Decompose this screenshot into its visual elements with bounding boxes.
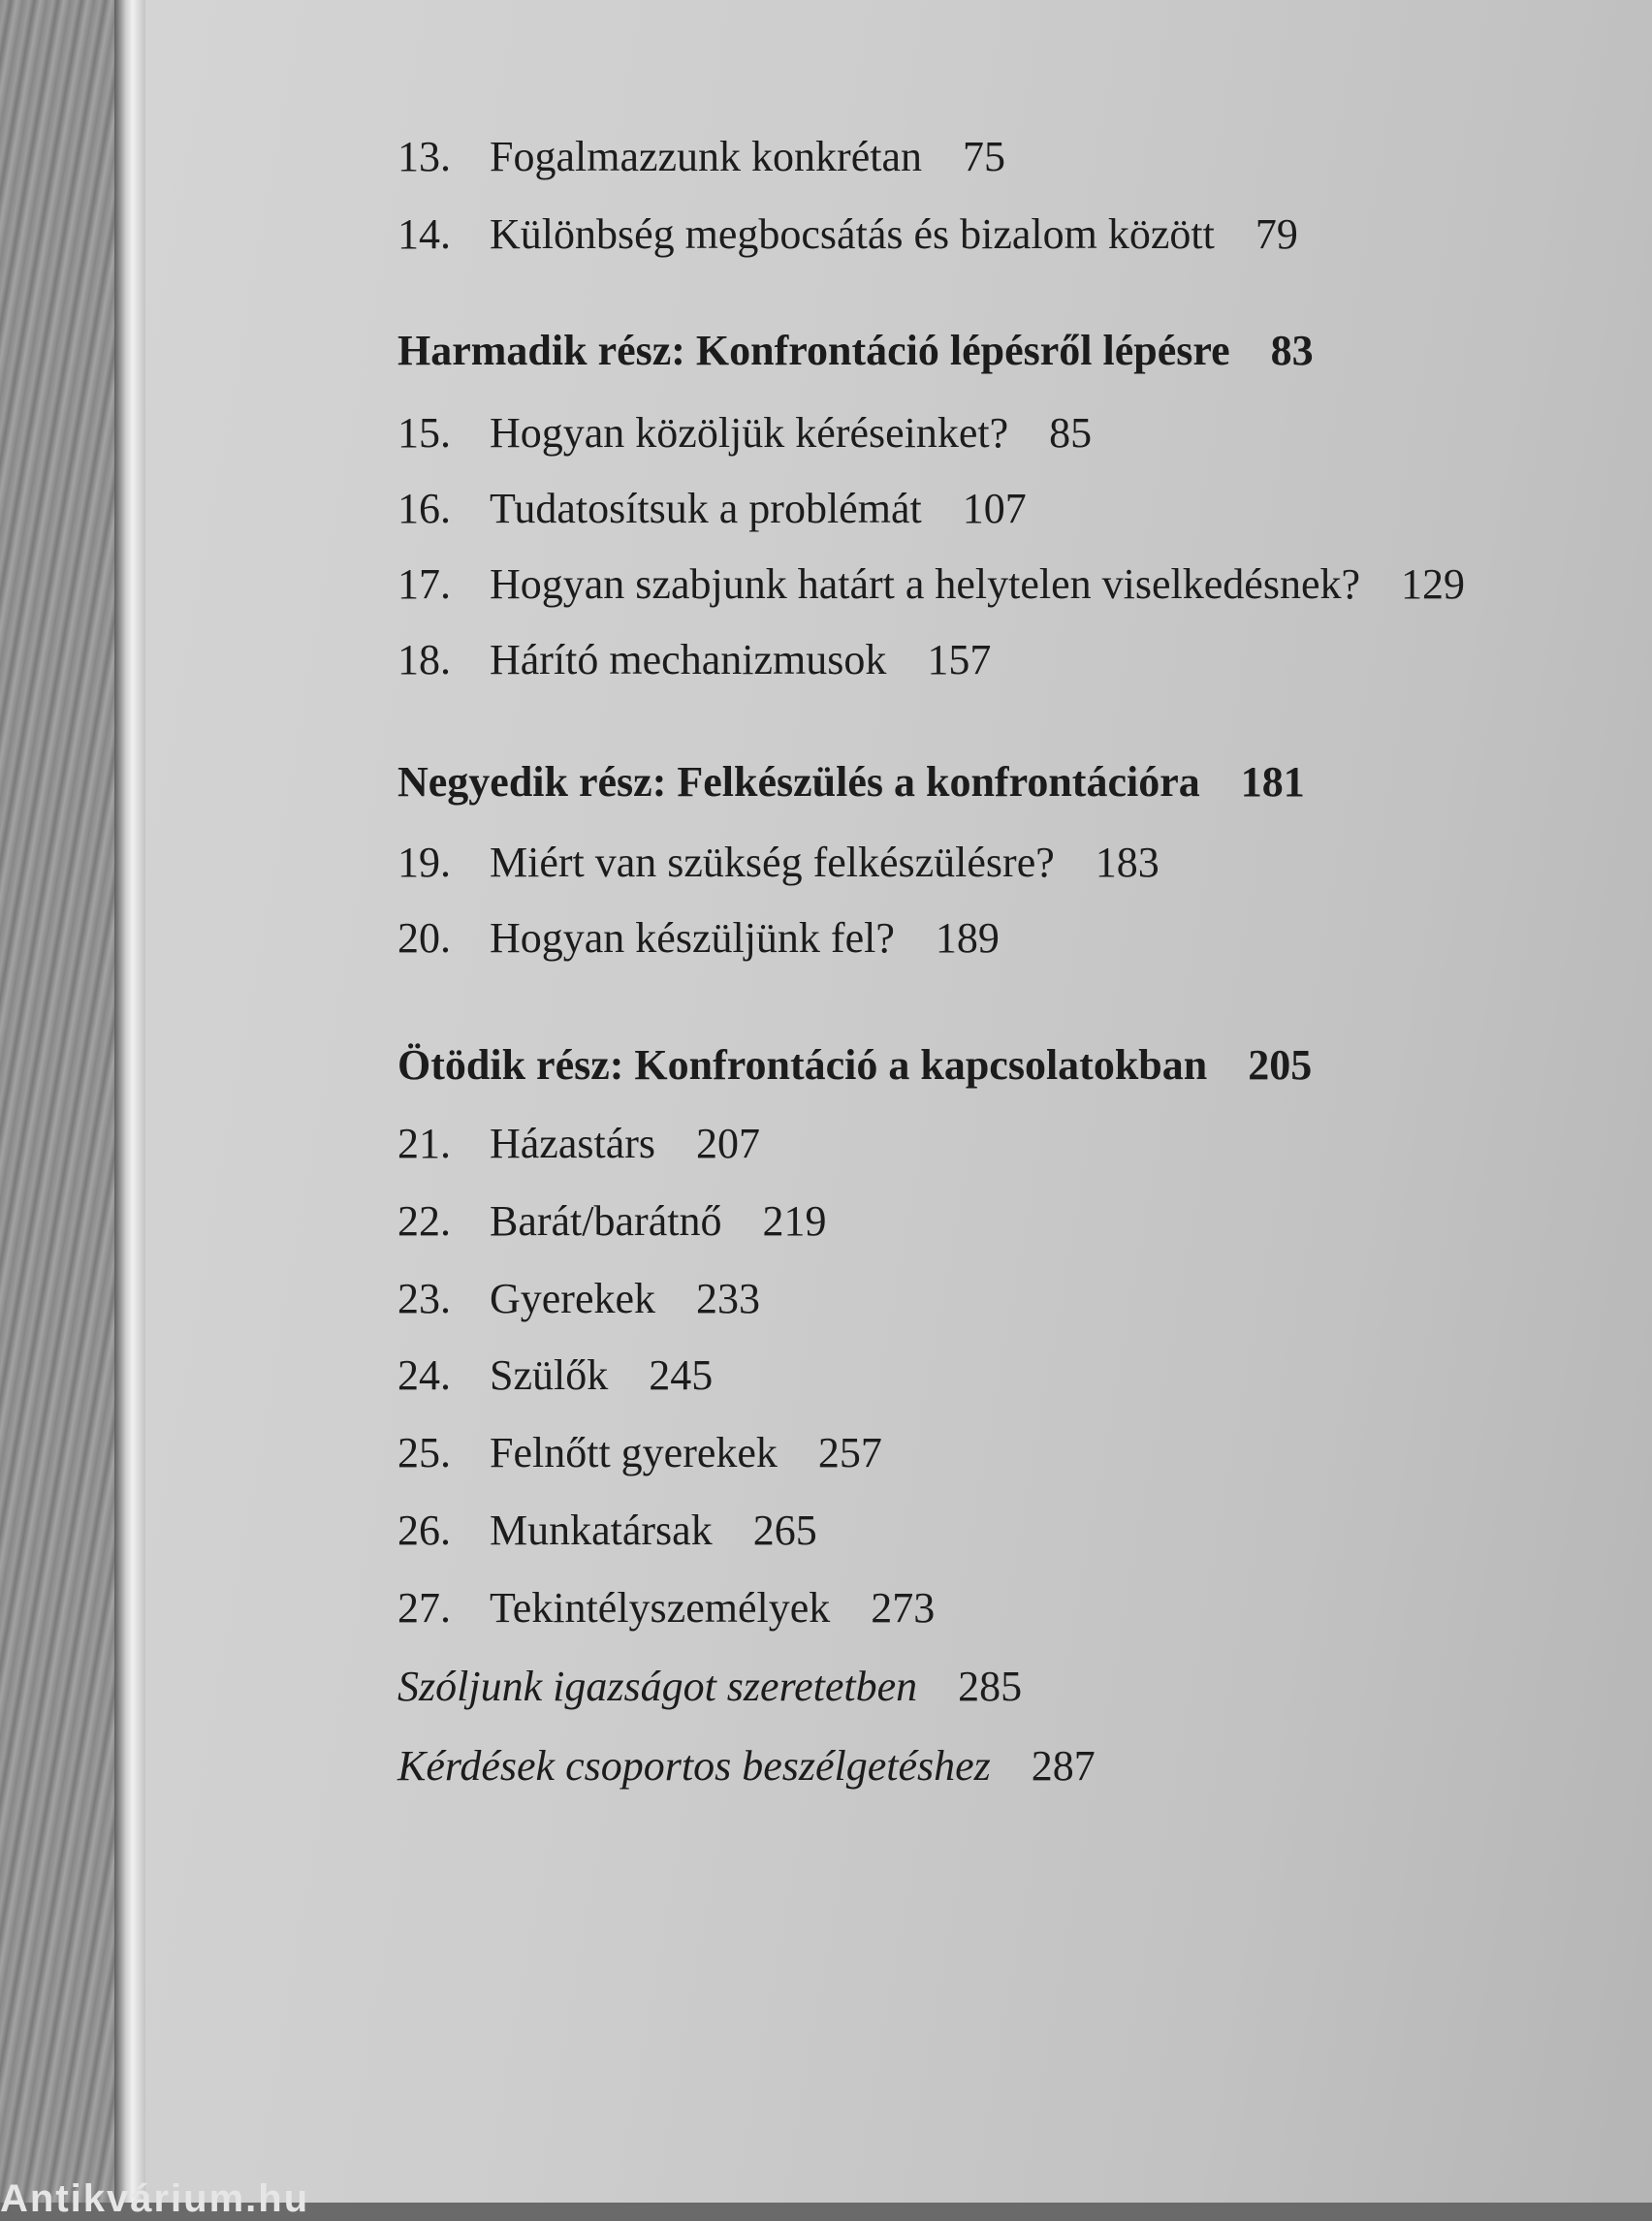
part-page: 205 (1248, 1041, 1313, 1089)
entry-page: 75 (962, 133, 1005, 180)
entry-number: 17. (397, 560, 451, 608)
entry-number: 16. (397, 485, 451, 532)
entry-title: Munkatársak (490, 1507, 713, 1554)
toc-entry (397, 1275, 761, 1322)
entry-page: 233 (696, 1275, 761, 1322)
entry-number: 20. (397, 914, 451, 962)
toc-entry (397, 1197, 827, 1245)
toc-entry (397, 1584, 936, 1632)
entry-title: Házastárs (490, 1120, 656, 1167)
part-heading (397, 327, 1314, 374)
entry-number: 19. (397, 839, 451, 886)
toc-entry (397, 636, 992, 683)
entry-title: Hogyan készüljünk fel? (490, 914, 895, 962)
toc-entry (397, 409, 1093, 457)
entry-number: 27. (397, 1584, 451, 1632)
toc-entry (397, 1429, 882, 1476)
page-edge (114, 0, 147, 2203)
entry-page: 257 (817, 1429, 882, 1476)
entry-title: Hogyan közöljük kéréseinket? (490, 409, 1009, 457)
entry-title: Szülők (490, 1351, 609, 1399)
entry-number: 24. (397, 1351, 451, 1399)
entry-title: Barát/barátnő (490, 1197, 722, 1245)
toc-entry (397, 560, 1466, 608)
closing-entry (397, 1742, 1096, 1790)
book-page (145, 0, 1652, 2203)
part-heading (397, 1041, 1313, 1089)
entry-number: 15. (397, 409, 451, 457)
background-surface (0, 0, 121, 2203)
toc-entry (397, 133, 1005, 180)
toc-entry (397, 841, 1160, 884)
entry-page: 157 (927, 636, 992, 683)
entry-page: 287 (1031, 1742, 1096, 1790)
entry-title: Szóljunk igazságot szeretetben (397, 1663, 918, 1710)
part-heading (397, 758, 1305, 806)
entry-page: 265 (752, 1507, 817, 1554)
toc-entry (397, 1509, 817, 1552)
part-page: 83 (1270, 327, 1314, 374)
entry-title: Hogyan szabjunk határt a helytelen viselkedésnek? (490, 560, 1361, 608)
toc-entry (397, 1120, 761, 1167)
entry-page: 189 (935, 914, 1000, 962)
entry-page: 285 (958, 1663, 1023, 1710)
entry-title: Tudatosítsuk a problémát (490, 485, 922, 532)
toc-entry (397, 914, 1000, 962)
entry-number: 25. (397, 1429, 451, 1476)
watermark: Antikvárium.hu (0, 2177, 310, 2220)
entry-page: 85 (1049, 409, 1093, 457)
entry-page: 207 (696, 1120, 761, 1167)
entry-page: 183 (1095, 839, 1160, 886)
entry-title: Miért van szükség felkészülésre? (490, 839, 1055, 886)
entry-page: 273 (871, 1584, 936, 1632)
entry-page: 129 (1401, 560, 1466, 608)
entry-page: 219 (762, 1197, 827, 1245)
entry-number: 21. (397, 1120, 451, 1167)
entry-title: Felnőtt gyerekek (490, 1429, 778, 1476)
entry-number: 26. (397, 1507, 451, 1554)
part-title: Ötödik rész: Konfrontáció a kapcsolatokban (397, 1041, 1208, 1089)
entry-title: Tekintélyszemélyek (490, 1584, 831, 1632)
toc-entry (397, 1351, 714, 1399)
entry-page: 107 (962, 485, 1027, 532)
entry-title: Hárító mechanizmusok (490, 636, 887, 683)
entry-number: 23. (397, 1275, 451, 1322)
toc-entry (397, 210, 1298, 258)
entry-number: 13. (397, 133, 451, 180)
entry-number: 22. (397, 1197, 451, 1245)
entry-page: 79 (1255, 210, 1298, 258)
entry-page: 245 (649, 1351, 714, 1399)
entry-number: 14. (397, 210, 451, 258)
entry-number: 18. (397, 636, 451, 683)
entry-title: Különbség megbocsátás és bizalom között (490, 210, 1215, 258)
entry-title: Kérdések csoportos beszélgetéshez (397, 1742, 991, 1790)
closing-entry (397, 1663, 1023, 1710)
entry-title: Gyerekek (490, 1275, 656, 1322)
entry-title: Fogalmazzunk konkrétan (490, 133, 922, 180)
part-title: Negyedik rész: Felkészülés a konfrontációra (397, 758, 1200, 806)
toc-entry (397, 485, 1027, 532)
part-title: Harmadik rész: Konfrontáció lépésről lépésre (397, 327, 1230, 374)
part-page: 181 (1240, 758, 1305, 806)
